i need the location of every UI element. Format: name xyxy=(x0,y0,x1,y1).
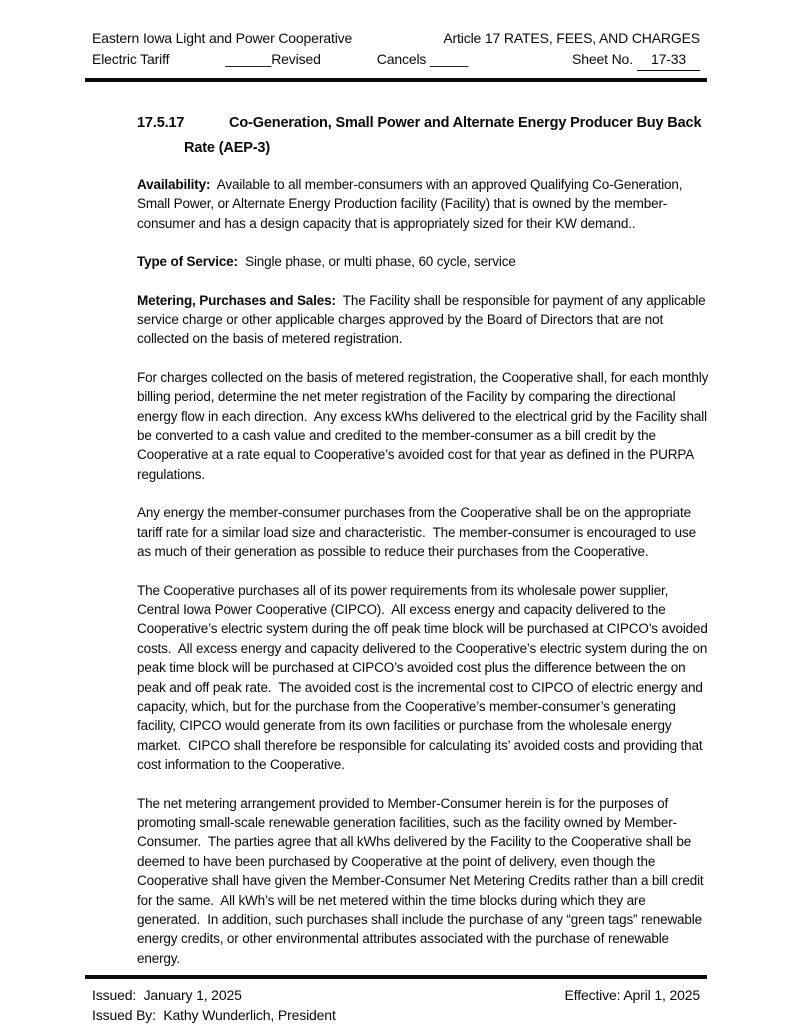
footer-rule xyxy=(85,975,707,979)
paragraph-text: The Cooperative purchases all of its power requirements from its wholesale power supplier, Central Iowa Power Cooperative (CIPCO). All excess energy and capacity delivered to the Cooperative’s electric system during the off peak time block will be purchased at CIPCO’s avoided costs. All excess energy and capacity delivered to the Cooperative’s electric system during the on peak time block will be purchased at CIPCO’s avoided cost plus the difference between the on peak and off peak rate. The avoided cost is the incremental cost to CIPCO of electric energy and capacity, which, but for the purchase from the Cooperative’s member-consumer’s generating facility, CIPCO would generate from its own facilities or purchase from the wholesale energy market. CIPCO shall therefore be responsible for calculating its’ avoided costs and providing that cost information to the Cooperative. xyxy=(137,582,712,773)
section-title-continued: Rate (AEP-3) xyxy=(184,140,271,156)
effective-date: Effective: April 1, 2025 xyxy=(564,987,700,1004)
paragraph-label: Availability: xyxy=(137,177,211,192)
paragraph-charges-metered-registration xyxy=(137,368,710,484)
paragraph-energy-purchases xyxy=(137,503,710,561)
document-content xyxy=(137,82,710,968)
tariff-label: Electric Tariff xyxy=(92,51,170,67)
paragraph-label: Type of Service: xyxy=(137,254,238,270)
paragraph-availability xyxy=(137,175,710,233)
paragraph-text: Any energy the member-consumer purchases from the Cooperative shall be on the appropriate tariff rate for a similar load size and characteristic. The member-consumer is encouraged to use as much of their generation as possible to reduce their purchases from the Cooperative. xyxy=(137,505,700,560)
section-number: 17.5.17 xyxy=(137,115,185,131)
revised-blank: ______Revised xyxy=(225,51,321,67)
paragraph-text: For charges collected on the basis of metered registration, the Cooperative shall, for each monthly billing period, determine the net meter registration of the Facility by comparing the directional energy flow in each direction. Any excess kWhs delivered to the electrical grid by the Facility shall be converted to a cash value and credited to the member-consumer as a bill credit by the Cooperative at a rate equal to Cooperative’s avoided cost for that year as defined in the PURPA regulations. xyxy=(137,369,712,482)
paragraph-wholesale-power xyxy=(137,581,710,775)
paragraph-text: Available to all member-consumers with an approved Qualifying Co-Generation, Small Power, or Alternate Energy Production facility (Facility) that is owned by the member-consumer and has a design capacity that is appropriately sized for their KW demand.. xyxy=(137,177,686,231)
header-row-1 xyxy=(92,28,700,49)
footer-row-1 xyxy=(92,986,700,1006)
sheet-number-value: 17-33 xyxy=(637,49,700,71)
page-footer xyxy=(92,968,700,1024)
paragraph-net-metering xyxy=(137,794,710,969)
sheet-number xyxy=(572,49,700,71)
article-title: Article 17 RATES, FEES, AND CHARGES xyxy=(443,30,700,46)
sheet-number-label: Sheet No. xyxy=(572,51,633,67)
section-heading xyxy=(137,111,710,161)
cancels-blank: Cancels _____ xyxy=(376,51,469,67)
company-name: Eastern Iowa Light and Power Cooperative xyxy=(92,30,353,46)
section-title: Co-Generation, Small Power and Alternate Energy Producer Buy Back xyxy=(229,115,702,131)
footer-row-2 xyxy=(92,1006,700,1024)
paragraph-metering-purchases-sales xyxy=(137,291,710,349)
paragraph-label: Metering, Purchases and Sales: xyxy=(137,292,336,308)
issued-date: Issued: January 1, 2025 xyxy=(92,987,242,1004)
paragraph-type-of-service xyxy=(137,252,710,271)
body-text xyxy=(137,175,710,968)
issued-by: Issued By: Kathy Wunderlich, President xyxy=(92,1006,336,1023)
paragraph-text: Single phase, or multi phase, 60 cycle, service xyxy=(237,254,516,270)
section-heading-line1 xyxy=(137,111,710,136)
header-row-2 xyxy=(92,49,700,71)
page-header xyxy=(92,28,700,82)
paragraph-text: The net metering arrangement provided to Member-Consumer herein is for the purposes of promoting small-scale renewable generation facilities, such as the facility owned by Member-Consumer. The parties agree that all kWhs delivered by the Facility to the Cooperative shall be deemed to have been purchased by Cooperative at the point of delivery, even though the Cooperative shall have given the Member-Consumer Net Metering Credits rather than a bill credit for the same. All kWh’s will be net metered within the time blocks during which they are generated. In addition, such purchases shall include the purchase of any “green tags” renewable energy credits, or other environmental attributes associated with the purchase of renewable energy. xyxy=(137,795,708,966)
paragraph-text: The Facility shall be responsible for payment of any applicable service charge or other applicable charges approved by the Board of Directors that are not collected on the basis of metered registration. xyxy=(137,292,710,347)
